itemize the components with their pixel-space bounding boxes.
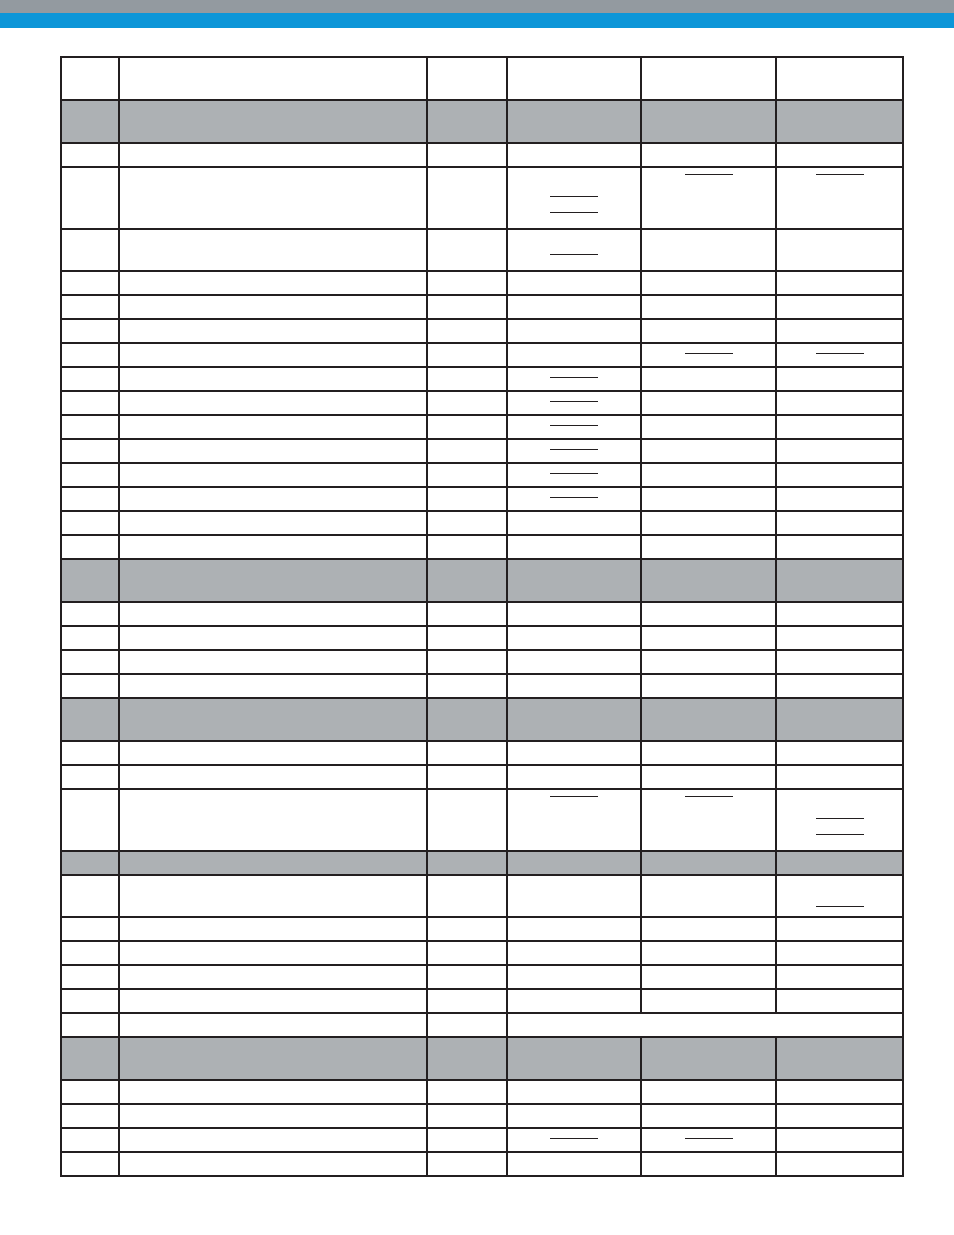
- section-header-row: [61, 559, 903, 602]
- amount-cell-b: [641, 851, 776, 875]
- line-number-cell: [61, 741, 119, 765]
- amount-cell-b[interactable]: [641, 989, 776, 1013]
- entry-underline: [550, 377, 598, 378]
- amount-cell-c[interactable]: [776, 271, 903, 295]
- entry-underline: [816, 834, 864, 835]
- amount-cell-c[interactable]: [776, 487, 903, 511]
- amount-cell-a[interactable]: [507, 965, 641, 989]
- table-row: [61, 295, 903, 319]
- line-number-cell: [61, 143, 119, 167]
- table-row: [61, 487, 903, 511]
- code-cell: [427, 391, 507, 415]
- table-row: [61, 319, 903, 343]
- amount-cell-b[interactable]: [641, 535, 776, 559]
- amount-cell-b[interactable]: [641, 415, 776, 439]
- line-number-cell: [61, 367, 119, 391]
- amount-cell-b[interactable]: [641, 229, 776, 271]
- description-cell: [119, 650, 427, 674]
- description-cell: [119, 917, 427, 941]
- code-cell: [427, 989, 507, 1013]
- table-row: [61, 1152, 903, 1176]
- code-cell: [427, 511, 507, 535]
- amount-cell-a: [507, 1037, 641, 1080]
- table-row: [61, 439, 903, 463]
- code-cell: [427, 143, 507, 167]
- code-cell: [427, 602, 507, 626]
- description-cell: [119, 1128, 427, 1152]
- description-cell: [119, 941, 427, 965]
- table-row: [61, 602, 903, 626]
- amount-cell-b: [641, 559, 776, 602]
- line-number-cell: [61, 343, 119, 367]
- line-number-cell: [61, 626, 119, 650]
- line-number-cell: [61, 391, 119, 415]
- section-header-row: [61, 698, 903, 741]
- line-number-cell: [61, 1104, 119, 1128]
- line-number-cell: [61, 487, 119, 511]
- amount-cell-c[interactable]: [776, 789, 903, 851]
- code-cell: [427, 367, 507, 391]
- amount-cell-c[interactable]: [776, 941, 903, 965]
- description-cell: [119, 57, 427, 100]
- amount-cell-a[interactable]: [507, 626, 641, 650]
- table-row: [61, 1128, 903, 1152]
- amount-cell-c[interactable]: [776, 1080, 903, 1104]
- entry-underline: [816, 818, 864, 819]
- amount-cell-b[interactable]: [641, 511, 776, 535]
- description-cell: [119, 391, 427, 415]
- amount-cell-b[interactable]: [641, 1104, 776, 1128]
- description-cell: [119, 367, 427, 391]
- description-cell: [119, 511, 427, 535]
- line-number-cell: [61, 1013, 119, 1037]
- amount-cell-b: [641, 1037, 776, 1080]
- amount-cell-b[interactable]: [641, 965, 776, 989]
- amount-cell-a[interactable]: [507, 1080, 641, 1104]
- line-number-cell: [61, 511, 119, 535]
- amount-cell-b[interactable]: [641, 626, 776, 650]
- table-row: [61, 965, 903, 989]
- description-cell: [119, 295, 427, 319]
- amount-cell-c[interactable]: [776, 1128, 903, 1152]
- entry-underline: [550, 401, 598, 402]
- amount-cell-c[interactable]: [776, 650, 903, 674]
- description-cell: [119, 100, 427, 143]
- table-row: [61, 463, 903, 487]
- line-number-cell: [61, 650, 119, 674]
- description-cell: [119, 535, 427, 559]
- description-cell: [119, 167, 427, 229]
- table-row: [61, 229, 903, 271]
- description-cell: [119, 1104, 427, 1128]
- entry-underline: [816, 174, 864, 175]
- amount-cell-b[interactable]: [641, 463, 776, 487]
- table-row: [61, 1013, 903, 1037]
- amount-cell-c[interactable]: [776, 367, 903, 391]
- line-number-cell: [61, 463, 119, 487]
- description-cell: [119, 765, 427, 789]
- amount-cell-b[interactable]: [641, 1152, 776, 1176]
- description-cell: [119, 851, 427, 875]
- amount-cell-c[interactable]: [776, 965, 903, 989]
- amount-cell-b[interactable]: [641, 143, 776, 167]
- amount-cell-b[interactable]: [641, 1128, 776, 1152]
- amount-cell-c[interactable]: [776, 319, 903, 343]
- form-table-body: [61, 57, 903, 1176]
- code-cell: [427, 875, 507, 917]
- entry-underline: [816, 906, 864, 907]
- amount-cell-a: [507, 1013, 903, 1037]
- line-number-cell: [61, 765, 119, 789]
- amount-cell-b[interactable]: [641, 875, 776, 917]
- line-number-cell: [61, 875, 119, 917]
- code-cell: [427, 100, 507, 143]
- code-cell: [427, 295, 507, 319]
- entry-underline: [550, 796, 598, 797]
- amount-cell-a[interactable]: [507, 511, 641, 535]
- amount-cell-a[interactable]: [507, 741, 641, 765]
- amount-cell-a[interactable]: [507, 463, 641, 487]
- amount-cell-b[interactable]: [641, 1080, 776, 1104]
- entry-underline: [685, 796, 733, 797]
- entry-underline: [550, 212, 598, 213]
- code-cell: [427, 463, 507, 487]
- code-cell: [427, 271, 507, 295]
- line-number-cell: [61, 1037, 119, 1080]
- amount-cell-c[interactable]: [776, 229, 903, 271]
- code-cell: [427, 1128, 507, 1152]
- amount-cell-c[interactable]: [776, 391, 903, 415]
- amount-cell-c[interactable]: [776, 875, 903, 917]
- amount-cell-c[interactable]: [776, 741, 903, 765]
- amount-cell-c: [776, 698, 903, 741]
- description-cell: [119, 741, 427, 765]
- code-cell: [427, 415, 507, 439]
- amount-cell-a: [507, 698, 641, 741]
- amount-cell-a[interactable]: [507, 487, 641, 511]
- amount-cell-b[interactable]: [641, 167, 776, 229]
- line-number-cell: [61, 941, 119, 965]
- entry-underline: [550, 473, 598, 474]
- amount-cell-a[interactable]: [507, 271, 641, 295]
- line-number-cell: [61, 989, 119, 1013]
- code-cell: [427, 941, 507, 965]
- entry-underline: [550, 497, 598, 498]
- table-row: [61, 941, 903, 965]
- code-cell: [427, 741, 507, 765]
- code-cell: [427, 319, 507, 343]
- code-cell: [427, 650, 507, 674]
- amount-cell-c[interactable]: [776, 511, 903, 535]
- amount-cell-a: [507, 100, 641, 143]
- subsection-row: [61, 851, 903, 875]
- amount-cell-a: [507, 559, 641, 602]
- entry-underline: [816, 353, 864, 354]
- line-number-cell: [61, 535, 119, 559]
- code-cell: [427, 439, 507, 463]
- amount-cell-c[interactable]: [776, 343, 903, 367]
- line-number-cell: [61, 698, 119, 741]
- line-number-cell: [61, 57, 119, 100]
- description-cell: [119, 487, 427, 511]
- code-cell: [427, 487, 507, 511]
- table-row: [61, 167, 903, 229]
- table-row: [61, 511, 903, 535]
- table-row: [61, 741, 903, 765]
- code-cell: [427, 1013, 507, 1037]
- amount-cell-c[interactable]: [776, 917, 903, 941]
- table-row: [61, 650, 903, 674]
- amount-cell-a[interactable]: [507, 167, 641, 229]
- line-number-cell: [61, 229, 119, 271]
- amount-cell-c[interactable]: [776, 765, 903, 789]
- amount-cell-c[interactable]: [776, 167, 903, 229]
- amount-cell-a[interactable]: [507, 602, 641, 626]
- line-number-cell: [61, 559, 119, 602]
- amount-cell-b[interactable]: [641, 941, 776, 965]
- amount-cell-b[interactable]: [641, 789, 776, 851]
- top-banner-blue-stripe: [0, 13, 954, 28]
- amount-cell-b[interactable]: [641, 602, 776, 626]
- line-number-cell: [61, 319, 119, 343]
- description-cell: [119, 229, 427, 271]
- amount-cell-b[interactable]: [641, 319, 776, 343]
- amount-cell-c[interactable]: [776, 1104, 903, 1128]
- description-cell: [119, 271, 427, 295]
- code-cell: [427, 851, 507, 875]
- line-number-cell: [61, 674, 119, 698]
- line-number-cell: [61, 167, 119, 229]
- line-number-cell: [61, 851, 119, 875]
- amount-cell-a[interactable]: [507, 941, 641, 965]
- table-row: [61, 875, 903, 917]
- entry-underline: [550, 254, 598, 255]
- table-row: [61, 391, 903, 415]
- amount-cell-b[interactable]: [641, 741, 776, 765]
- section-header-row: [61, 100, 903, 143]
- code-cell: [427, 343, 507, 367]
- description-cell: [119, 1080, 427, 1104]
- amount-cell-b[interactable]: [641, 439, 776, 463]
- amount-cell-b[interactable]: [641, 271, 776, 295]
- amount-cell-c[interactable]: [776, 463, 903, 487]
- line-number-cell: [61, 1128, 119, 1152]
- description-cell: [119, 1013, 427, 1037]
- amount-cell-b[interactable]: [641, 391, 776, 415]
- code-cell: [427, 1104, 507, 1128]
- amount-cell-a[interactable]: [507, 319, 641, 343]
- amount-cell-a[interactable]: [507, 765, 641, 789]
- amount-cell-b[interactable]: [641, 917, 776, 941]
- amount-cell-a[interactable]: [507, 650, 641, 674]
- table-row: [61, 415, 903, 439]
- code-cell: [427, 167, 507, 229]
- amount-cell-c[interactable]: [776, 143, 903, 167]
- amount-cell-b: [641, 100, 776, 143]
- code-cell: [427, 229, 507, 271]
- description-cell: [119, 875, 427, 917]
- amount-cell-a[interactable]: [507, 295, 641, 319]
- amount-cell-c: [776, 851, 903, 875]
- amount-cell-a: [507, 851, 641, 875]
- amount-cell-a[interactable]: [507, 391, 641, 415]
- description-cell: [119, 626, 427, 650]
- code-cell: [427, 1152, 507, 1176]
- line-number-cell: [61, 602, 119, 626]
- entry-underline: [685, 353, 733, 354]
- description-cell: [119, 439, 427, 463]
- amount-cell-a: [507, 57, 641, 100]
- amount-cell-c[interactable]: [776, 1152, 903, 1176]
- amount-cell-a[interactable]: [507, 789, 641, 851]
- table-row: [61, 143, 903, 167]
- amount-cell-a[interactable]: [507, 535, 641, 559]
- column-header-row: [61, 57, 903, 100]
- entry-underline: [685, 1138, 733, 1139]
- entry-underline: [550, 449, 598, 450]
- description-cell: [119, 415, 427, 439]
- line-number-cell: [61, 271, 119, 295]
- table-row: [61, 989, 903, 1013]
- table-row: [61, 271, 903, 295]
- amount-cell-a[interactable]: [507, 143, 641, 167]
- code-cell: [427, 789, 507, 851]
- line-number-cell: [61, 1152, 119, 1176]
- amount-cell-a[interactable]: [507, 989, 641, 1013]
- description-cell: [119, 559, 427, 602]
- code-cell: [427, 917, 507, 941]
- code-cell: [427, 559, 507, 602]
- code-cell: [427, 674, 507, 698]
- amount-cell-a[interactable]: [507, 343, 641, 367]
- amount-cell-b[interactable]: [641, 765, 776, 789]
- amount-cell-b[interactable]: [641, 343, 776, 367]
- line-number-cell: [61, 439, 119, 463]
- description-cell: [119, 1037, 427, 1080]
- amount-cell-a[interactable]: [507, 415, 641, 439]
- top-banner-gray-stripe: [0, 0, 954, 13]
- table-row: [61, 789, 903, 851]
- line-number-cell: [61, 1080, 119, 1104]
- table-row: [61, 1080, 903, 1104]
- table-row: [61, 367, 903, 391]
- description-cell: [119, 789, 427, 851]
- entry-underline: [550, 425, 598, 426]
- amount-cell-a[interactable]: [507, 674, 641, 698]
- amount-cell-a[interactable]: [507, 1128, 641, 1152]
- entry-underline: [685, 174, 733, 175]
- amount-cell-a[interactable]: [507, 367, 641, 391]
- amount-cell-c: [776, 1037, 903, 1080]
- amount-cell-c[interactable]: [776, 989, 903, 1013]
- amount-cell-b: [641, 698, 776, 741]
- description-cell: [119, 698, 427, 741]
- amount-cell-c: [776, 57, 903, 100]
- form-table: [60, 56, 904, 1177]
- description-cell: [119, 674, 427, 698]
- amount-cell-a[interactable]: [507, 917, 641, 941]
- table-row: [61, 343, 903, 367]
- line-number-cell: [61, 415, 119, 439]
- amount-cell-a[interactable]: [507, 229, 641, 271]
- code-cell: [427, 1080, 507, 1104]
- amount-cell-c[interactable]: [776, 674, 903, 698]
- table-row: [61, 626, 903, 650]
- line-number-cell: [61, 789, 119, 851]
- amount-cell-c[interactable]: [776, 602, 903, 626]
- table-row: [61, 535, 903, 559]
- amount-cell-b[interactable]: [641, 487, 776, 511]
- description-cell: [119, 1152, 427, 1176]
- description-cell: [119, 463, 427, 487]
- line-number-cell: [61, 917, 119, 941]
- amount-cell-c[interactable]: [776, 535, 903, 559]
- table-row: [61, 917, 903, 941]
- line-number-cell: [61, 100, 119, 143]
- code-cell: [427, 626, 507, 650]
- code-cell: [427, 57, 507, 100]
- amount-cell-c: [776, 100, 903, 143]
- amount-cell-a[interactable]: [507, 1152, 641, 1176]
- code-cell: [427, 698, 507, 741]
- amount-cell-a[interactable]: [507, 875, 641, 917]
- line-number-cell: [61, 965, 119, 989]
- entry-underline: [550, 196, 598, 197]
- amount-cell-c[interactable]: [776, 415, 903, 439]
- code-cell: [427, 965, 507, 989]
- description-cell: [119, 989, 427, 1013]
- description-cell: [119, 602, 427, 626]
- amount-cell-b[interactable]: [641, 674, 776, 698]
- amount-cell-c: [776, 559, 903, 602]
- table-row: [61, 674, 903, 698]
- entry-underline: [550, 1138, 598, 1139]
- description-cell: [119, 143, 427, 167]
- amount-cell-c[interactable]: [776, 626, 903, 650]
- table-row: [61, 765, 903, 789]
- amount-cell-b: [641, 57, 776, 100]
- amount-cell-a[interactable]: [507, 439, 641, 463]
- amount-cell-c[interactable]: [776, 295, 903, 319]
- section-header-row: [61, 1037, 903, 1080]
- code-cell: [427, 535, 507, 559]
- amount-cell-b[interactable]: [641, 295, 776, 319]
- description-cell: [119, 965, 427, 989]
- table-row: [61, 1104, 903, 1128]
- code-cell: [427, 1037, 507, 1080]
- amount-cell-b[interactable]: [641, 367, 776, 391]
- description-cell: [119, 319, 427, 343]
- code-cell: [427, 765, 507, 789]
- amount-cell-a[interactable]: [507, 1104, 641, 1128]
- amount-cell-b[interactable]: [641, 650, 776, 674]
- line-number-cell: [61, 295, 119, 319]
- description-cell: [119, 343, 427, 367]
- amount-cell-c[interactable]: [776, 439, 903, 463]
